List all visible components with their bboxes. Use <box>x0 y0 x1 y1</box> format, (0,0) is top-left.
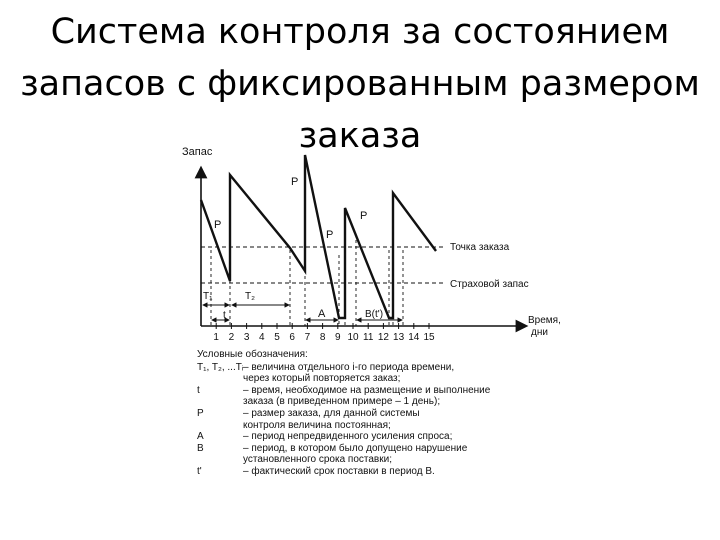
reorder-point-label: Точка заказа <box>450 242 510 253</box>
x-axis-label: дни <box>531 327 548 338</box>
order-size-label: P <box>326 229 334 241</box>
y-axis-label: Запас <box>182 146 213 158</box>
legend-row <box>197 385 537 397</box>
day-tick-label: 15 <box>423 332 435 343</box>
period-a-label: A <box>318 308 326 320</box>
legend-row <box>197 431 537 443</box>
legend-row <box>197 454 537 466</box>
day-tick-label: 13 <box>393 332 405 343</box>
order-size-label: P <box>214 219 222 231</box>
title-line: Система контроля за состоянием <box>50 12 670 52</box>
legend-symbol: T₁, T₂, ...Tᵢ <box>197 361 244 373</box>
legend-row <box>197 396 537 408</box>
legend-symbol <box>197 396 243 408</box>
legend-symbol: t <box>197 384 200 396</box>
legend-symbol <box>197 454 243 466</box>
legend-text: – период непредвиденного усиления спроса; <box>243 431 453 443</box>
inventory-level-line <box>201 155 436 318</box>
safety-stock-label: Страховой запас <box>450 279 529 290</box>
x-axis-label: Время, <box>528 315 561 326</box>
legend-symbol: P <box>197 407 204 419</box>
legend-text: заказа (в приведенном примере – 1 день); <box>243 396 441 408</box>
day-tick-label: 8 <box>319 332 326 343</box>
legend-text: – время, необходимое на размещение и выполнение <box>243 384 491 396</box>
day-tick-label: 5 <box>274 332 280 343</box>
title-line: заказа <box>298 116 422 156</box>
legend-symbol: A <box>197 431 204 443</box>
legend-row <box>197 373 537 385</box>
day-tick-label: 6 <box>289 332 295 343</box>
legend-symbol <box>197 373 243 385</box>
day-tick-label: 10 <box>347 332 359 343</box>
day-tick-label: 14 <box>408 332 420 343</box>
day-tick-label: 12 <box>377 332 389 343</box>
legend-text: – размер заказа, для данной системы <box>243 407 420 419</box>
legend-row <box>197 420 537 432</box>
day-tick-label: 9 <box>335 332 341 343</box>
legend-text: через который повторяется заказ; <box>243 373 401 385</box>
period-t1-label: T₁ <box>203 291 213 302</box>
day-tick-label: 1 <box>213 332 219 343</box>
lead-time-label: t <box>223 310 226 321</box>
legend-symbol: t' <box>197 465 202 477</box>
legend-text: – величина отдельного i-го периода времени, <box>243 361 455 373</box>
legend-symbol: B <box>197 442 204 454</box>
legend-text: – фактический срок поставки в период B. <box>243 465 435 477</box>
legend-text: установленного срока поставки; <box>243 454 392 466</box>
period-t2-label: T₂ <box>245 291 255 302</box>
day-tick-label: 11 <box>363 332 374 343</box>
order-size-label: P <box>291 176 299 188</box>
legend-row <box>197 443 537 455</box>
legend-row <box>197 408 537 420</box>
day-tick-label: 7 <box>304 332 311 343</box>
legend-text: – период, в котором было допущено нарушение <box>243 442 468 454</box>
legend-heading: Условные обозначения: <box>197 349 308 360</box>
legend-row <box>197 466 537 478</box>
title-line: запасов с фиксированным размером <box>20 64 700 104</box>
day-tick-label: 2 <box>228 332 235 343</box>
day-tick-label: 3 <box>243 332 250 343</box>
legend-row <box>197 362 537 374</box>
legend <box>197 349 537 478</box>
period-b-label: B(t') <box>365 309 384 320</box>
order-size-label: P <box>360 210 368 222</box>
day-tick-label: 4 <box>259 332 265 343</box>
legend-symbol <box>197 420 243 432</box>
legend-text: контроля величина постоянная; <box>243 419 391 431</box>
